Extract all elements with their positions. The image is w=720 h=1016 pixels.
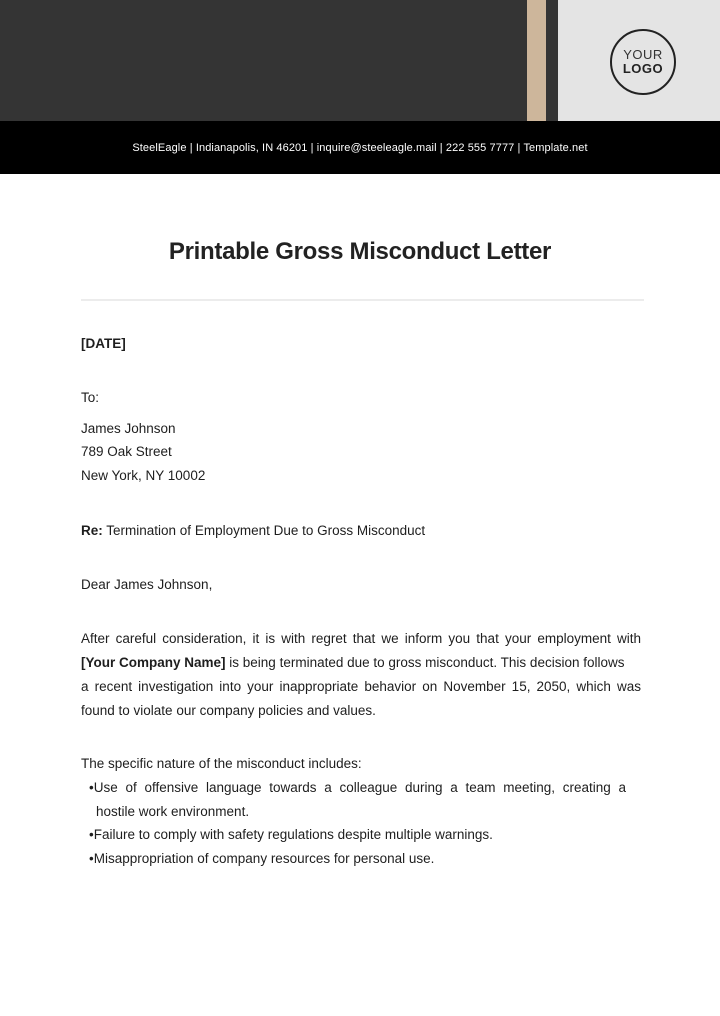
paragraph-line — [81, 655, 641, 670]
company-name-placeholder: [Your Company Name] — [81, 655, 226, 670]
list-item: •Use of offensive language towards a colleague during a team meeting, creating a — [89, 780, 626, 795]
company-logo — [610, 29, 676, 95]
logo-text-logo: LOGO — [622, 61, 664, 76]
misconduct-intro: The specific nature of the misconduct includes: — [81, 756, 362, 771]
recipient-name: James Johnson — [81, 421, 176, 436]
paragraph-text: is being terminated due to gross misconduct. This decision follows — [225, 655, 625, 670]
list-item: •Failure to comply with safety regulations despite multiple warnings. — [89, 827, 493, 842]
paragraph-line: a recent investigation into your inappropriate behavior on November 15, 2050, which was — [81, 679, 641, 694]
title-divider — [81, 299, 644, 301]
document-title: Printable Gross Misconduct Letter — [168, 238, 552, 265]
date-placeholder: [DATE] — [81, 336, 126, 351]
subject-label: Re: — [81, 523, 103, 538]
contact-info: SteelEagle | Indianapolis, IN 46201 | inquire@steeleagle.mail | 222 555 7777 | Template.net — [132, 141, 588, 154]
salutation: Dear James Johnson, — [81, 577, 213, 592]
header-accent-stripe — [527, 0, 546, 121]
list-item: •Misappropriation of company resources for personal use. — [89, 851, 435, 866]
recipient-street: 789 Oak Street — [81, 444, 172, 459]
list-item-continuation: hostile work environment. — [96, 804, 250, 819]
logo-text-your: YOUR — [623, 47, 663, 62]
subject-line — [81, 523, 425, 538]
subject-text: Termination of Employment Due to Gross Misconduct — [102, 523, 426, 538]
contact-bar — [0, 121, 720, 174]
recipient-city: New York, NY 10002 — [81, 468, 206, 483]
paragraph-line: found to violate our company policies and values. — [81, 703, 376, 718]
to-label: To: — [81, 390, 100, 405]
paragraph-line: After careful consideration, it is with regret that we inform you that your employment with — [81, 631, 641, 646]
